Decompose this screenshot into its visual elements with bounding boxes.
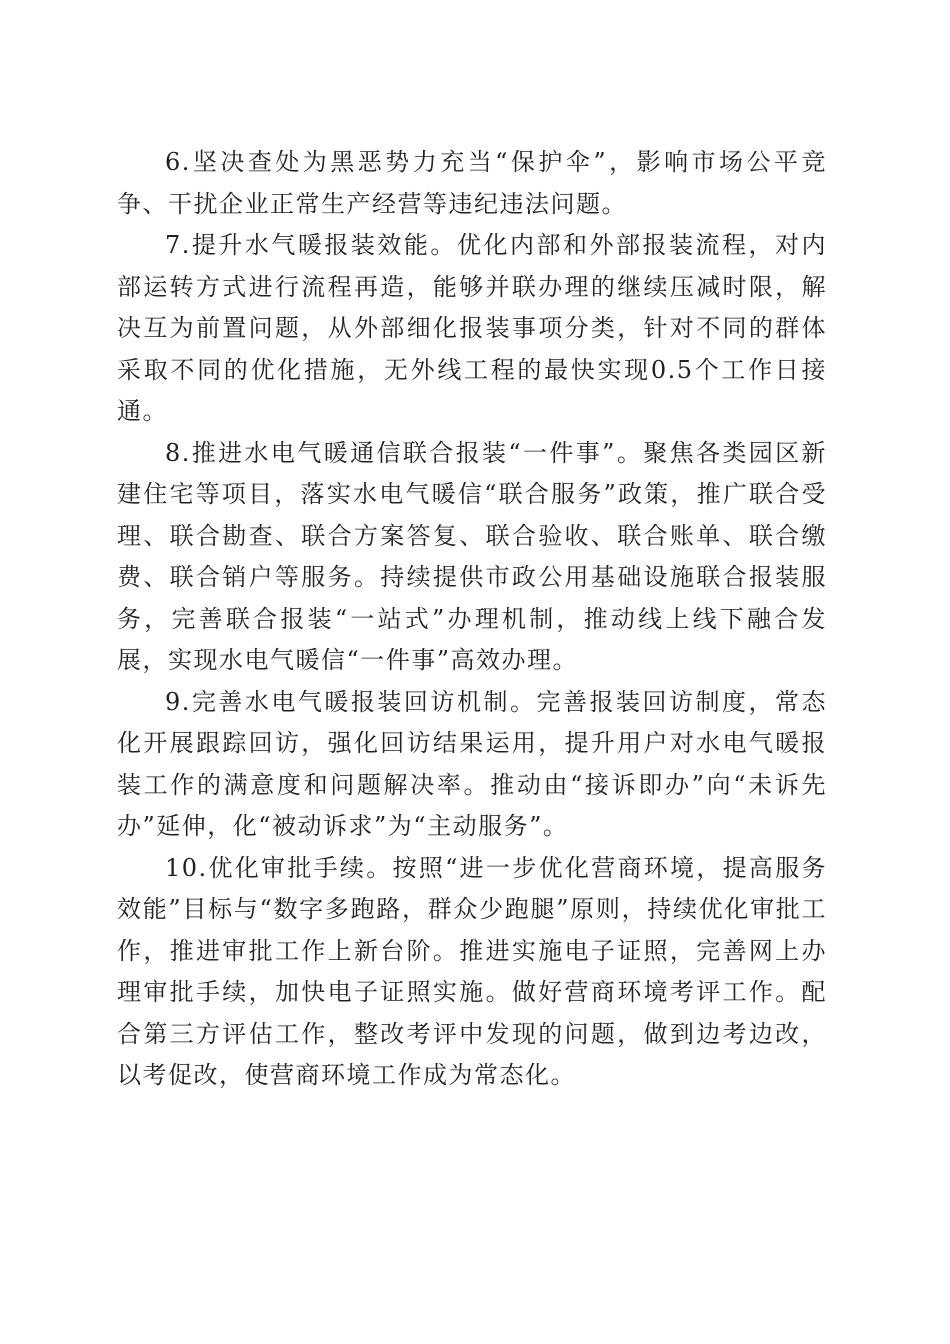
paragraph-item-7: 7.提升水气暖报装效能。优化内部和外部报装流程，对内部运转方式进行流程再造，能够并联办理的继续压减时限，解决互为前置问题，从外部细化报装事项分类，针对不同的群体采取不同的优化措施，无外线工程的最快实现0.5个工作日接通。	[117, 231, 827, 425]
paragraph-item-10: 10.优化审批手续。按照“进一步优化营商环境，提高服务效能”目标与“数字多跑路，群众少跑腿”原则，持续优化审批工作，推进审批工作上新台阶。推进实施电子证照，完善网上办理审批手续，加快电子证照实施。做好营商环境考评工作。配合第三方评估工作，整改考评中发现的问题，做到边考边改，以考促改，使营商环境工作成为常态化。	[117, 853, 827, 1089]
document-body	[117, 142, 827, 1097]
paragraph-item-8: 8.推进水电气暖通信联合报装“一件事”。聚焦各类园区新建住宅等项目，落实水电气暖信“联合服务”政策，推广联合受理、联合勘查、联合方案答复、联合验收、联合账单、联合缴费、联合销户等服务。持续提供市政公用基础设施联合报装服务，完善联合报装“一站式”办理机制，推动线上线下融合发展，实现水电气暖信“一件事”高效办理。	[117, 438, 827, 674]
paragraph-item-6: 6.坚决查处为黑恶势力充当“保护伞”，影响市场公平竞争、干扰企业正常生产经营等违纪违法问题。	[117, 148, 827, 218]
paragraph-item-9: 9.完善水电气暖报装回访机制。完善报装回访制度，常态化开展跟踪回访，强化回访结果运用，提升用户对水电气暖报装工作的满意度和问题解决率。推动由“接诉即办”向“未诉先办”延伸，化“被动诉求”为“主动服务”。	[117, 687, 827, 840]
